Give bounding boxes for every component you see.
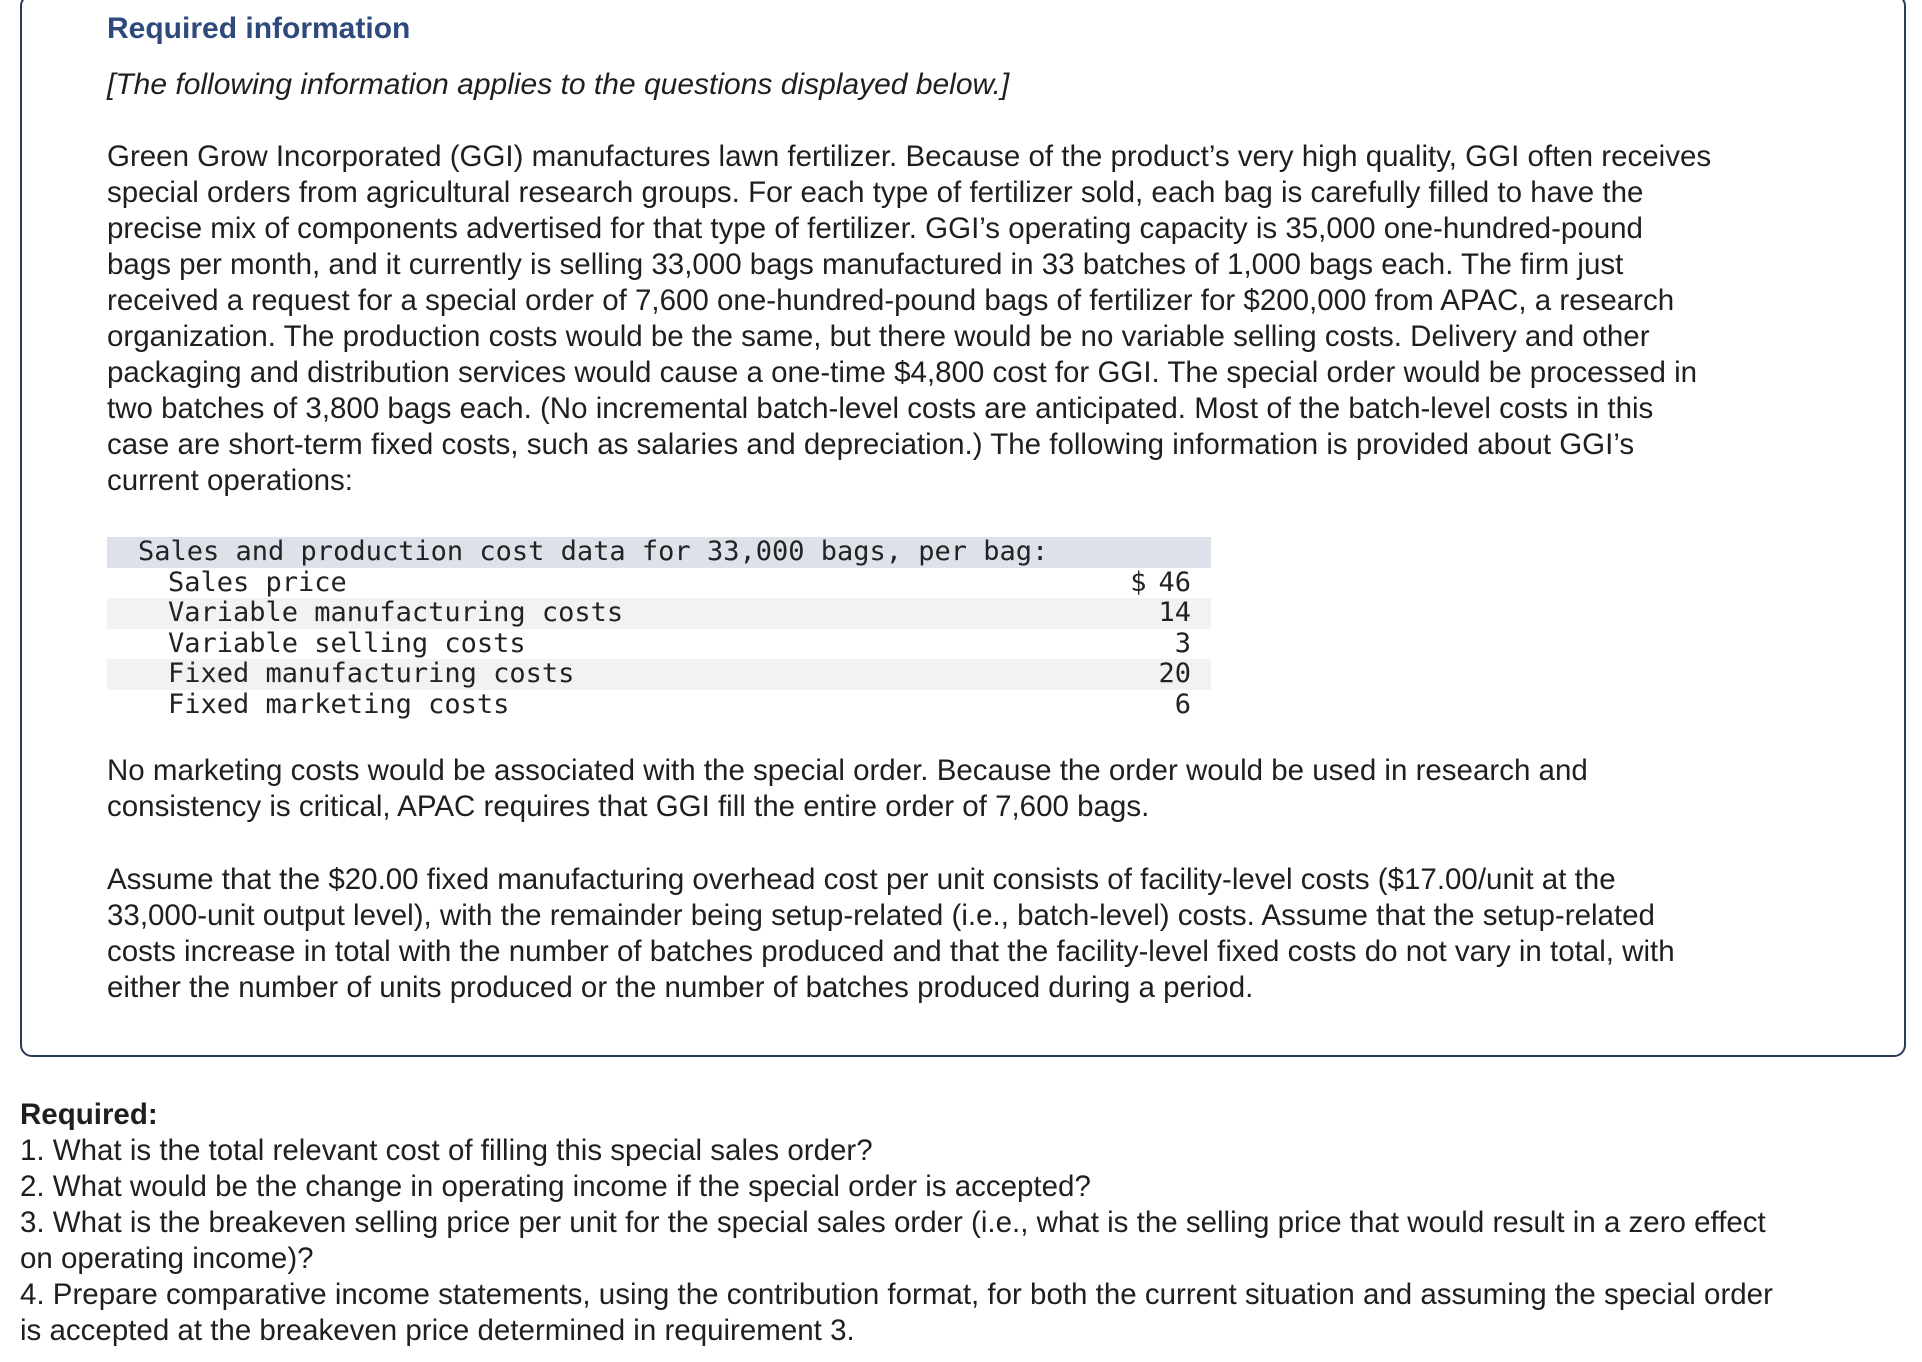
row-label: Variable selling costs — [168, 627, 526, 659]
paragraph-line: packaging and distribution services would cause a one-time $4,800 cost for GGI. The special order would be processed in — [107, 356, 1698, 389]
required-item: on operating income)? — [20, 1242, 314, 1275]
paragraph-line: 33,000-unit output level), with the remainder being setup-related (i.e., batch-level) costs. Assume that the setup-related — [107, 899, 1655, 932]
required-item: 2. What would be the change in operating income if the special order is accepted? — [20, 1170, 1091, 1203]
row-amount: 46 — [1158, 566, 1191, 598]
assumption-paragraph — [107, 862, 1847, 1006]
paragraph-line: No marketing costs would be associated with the special order. Because the order would be used in research and — [107, 754, 1588, 787]
required-item: 3. What is the breakeven selling price per unit for the special sales order (i.e., what is the selling price that would result in a zero effect — [20, 1206, 1766, 1239]
required-item: 4. Prepare comparative income statements, using the contribution format, for both the current situation and assuming the special order — [20, 1278, 1773, 1311]
paragraph-line: special orders from agricultural research groups. For each type of fertilizer sold, each bag is carefully filled to have the — [107, 176, 1644, 209]
row-amount: 6 — [1174, 688, 1191, 720]
paragraph-line: received a request for a special order of 7,600 one-hundred-pound bags of fertilizer for $200,000 from APAC, a research — [107, 284, 1675, 317]
intro-note: [The following information applies to the questions displayed below.] — [107, 68, 1010, 101]
paragraph-line: current operations: — [107, 464, 353, 497]
row-label: Variable manufacturing costs — [168, 597, 624, 628]
row-label: Fixed manufacturing costs — [168, 658, 575, 689]
paragraph-line: case are short-term fixed costs, such as salaries and depreciation.) The following information is provided about GGI’s — [107, 428, 1635, 461]
table-row — [107, 659, 1211, 690]
paragraph-line: two batches of 3,800 bags each. (No incremental batch-level costs are anticipated. Most of the batch-level costs in this — [107, 392, 1654, 425]
table-row — [107, 598, 1211, 629]
row-value — [1158, 659, 1191, 690]
table-header-row — [107, 537, 1211, 568]
row-value — [1175, 629, 1191, 660]
row-value — [1175, 690, 1191, 721]
paragraph-line: Assume that the $20.00 fixed manufacturing overhead cost per unit consists of facility-level costs ($17.00/unit at the — [107, 863, 1616, 896]
paragraph-line: precise mix of components advertised for that type of fertilizer. GGI’s operating capacity is 35,000 one-hundred-pound — [107, 212, 1643, 245]
required-information-title: Required information — [107, 12, 411, 45]
row-amount: 3 — [1174, 627, 1191, 659]
row-label: Sales price — [168, 566, 347, 598]
paragraph-line: bags per month, and it currently is selling 33,000 bags manufactured in 33 batches of 1,000 bags each. The firm just — [107, 248, 1624, 281]
paragraph-line: costs increase in total with the number of batches produced and that the facility-level fixed costs do not vary in total, with — [107, 935, 1675, 968]
required-item: 1. What is the total relevant cost of filling this special sales order? — [20, 1134, 873, 1167]
paragraph-line: consistency is critical, APAC requires that GGI fill the entire order of 7,600 bags. — [107, 790, 1150, 823]
scenario-paragraph — [107, 139, 1847, 499]
required-heading: Required: — [20, 1098, 158, 1131]
marketing-paragraph — [107, 753, 1847, 825]
table-row — [107, 629, 1211, 660]
table-header-label: Sales and production cost data for 33,000 bags, per bag: — [138, 536, 1049, 567]
paragraph-line: organization. The production costs would be the same, but there would be no variable selling costs. Delivery and other — [107, 320, 1650, 353]
row-value — [1158, 598, 1191, 629]
row-amount: 14 — [1158, 597, 1191, 628]
row-amount: 20 — [1158, 658, 1191, 689]
paragraph-line: Green Grow Incorporated (GGI) manufactures lawn fertilizer. Because of the product’s very high quality, GGI often receives — [107, 140, 1712, 173]
required-section — [20, 1097, 1910, 1349]
required-item: is accepted at the breakeven price determined in requirement 3. — [20, 1314, 855, 1347]
paragraph-line: either the number of units produced or the number of batches produced during a period. — [107, 971, 1254, 1004]
row-value — [1130, 568, 1191, 599]
row-label: Fixed marketing costs — [168, 688, 510, 720]
cost-data-table — [107, 537, 1211, 720]
dollar-sign: $ — [1130, 566, 1147, 598]
table-row — [107, 568, 1211, 599]
table-row — [107, 690, 1211, 721]
